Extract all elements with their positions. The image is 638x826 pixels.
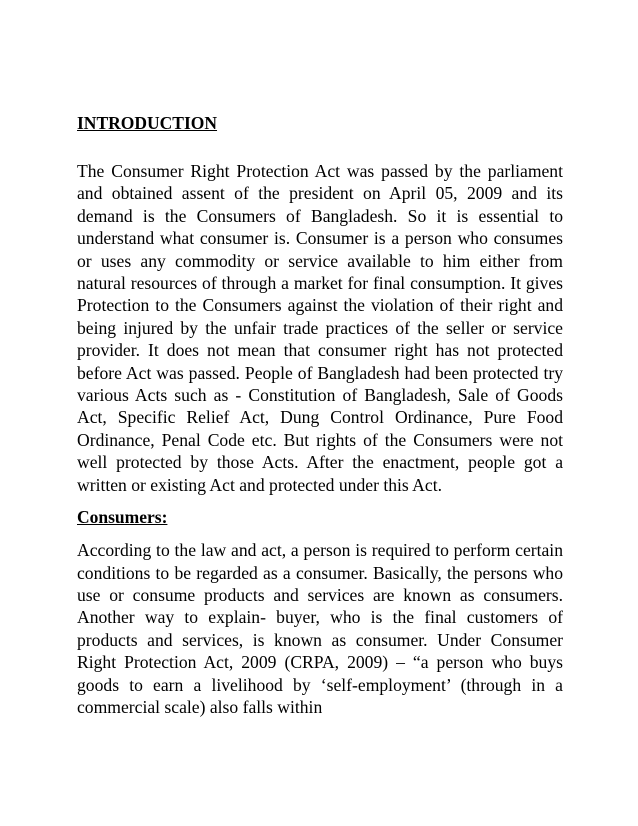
- consumers-paragraph: According to the law and act, a person is required to perform certain conditions to be regarded as a consumer. Basically, the persons who use or consume products and services are known as consumers. Another way to explain- buyer, who is the final customers of products and services, is known as consumer. Under Consumer Right Protection Act, 2009 (CRPA, 2009) – “a person who buys goods to earn a livelihood by ‘self-employment’ (through in a commercial scale) also falls within: [77, 540, 563, 717]
- introduction-paragraph: The Consumer Right Protection Act was passed by the parliament and obtained assent of the president on April 05, 2009 and its demand is the Consumers of Bangladesh. So it is essential to understand what consumer is. Consumer is a person who consumes or uses any commodity or service available to him either from natural resources of through a market for final consumption. It gives Protection to the Consumers against the violation of their right and being injured by the unfair trade practices of the seller or service provider. It does not mean that consumer right has not protected before Act was passed. People of Bangladesh had been protected try various Acts such as - Constitution of Bangladesh, Sale of Goods Act, Specific Relief Act, Dung Control Ordinance, Pure Food Ordinance, Penal Code etc. But rights of the Consumers were not well protected by those Acts. After the enactment, people got a written or existing Act and protected under this Act.: [77, 161, 563, 495]
- consumers-heading: Consumers:: [77, 507, 168, 528]
- document-content: [77, 112, 563, 718]
- introduction-heading: INTRODUCTION: [77, 113, 218, 133]
